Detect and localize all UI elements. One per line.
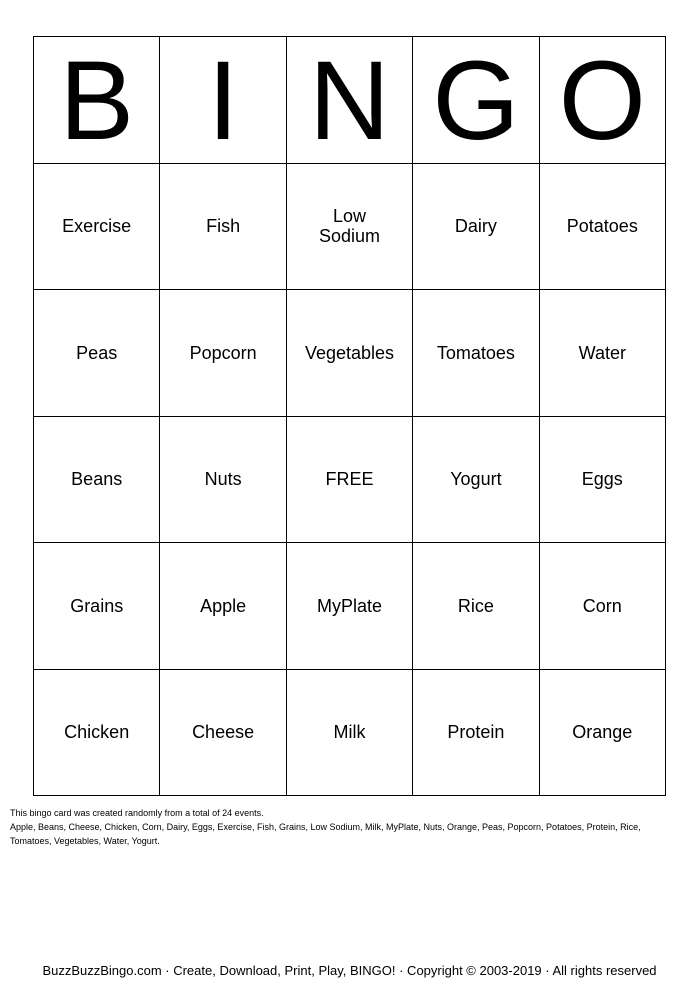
bingo-square: Protein <box>413 670 539 797</box>
bingo-square: Milk <box>287 670 413 797</box>
card-info-events: Apple, Beans, Cheese, Chicken, Corn, Dairy, Eggs, Exercise, Fish, Grains, Low Sodium, Milk, MyPlate, Nuts, Orange, Peas, Popcorn, Potatoes, Protein, Rice, <box>10 822 641 832</box>
header-letter-b: B <box>34 37 160 164</box>
header-letter-n: N <box>287 37 413 164</box>
header-letter-g: G <box>413 37 539 164</box>
bingo-square: Apple <box>160 543 286 670</box>
bingo-square: Dairy <box>413 164 539 291</box>
card-info <box>10 806 690 848</box>
bingo-square: Chicken <box>34 670 160 797</box>
bingo-square: Grains <box>34 543 160 670</box>
bingo-square: Exercise <box>34 164 160 291</box>
header-letter-i: I <box>160 37 286 164</box>
bingo-square: Water <box>540 290 666 417</box>
bingo-square: Beans <box>34 417 160 544</box>
bingo-square: Rice <box>413 543 539 670</box>
card-info-summary: This bingo card was created randomly from a total of 24 events. <box>10 808 264 818</box>
bingo-square: Tomatoes <box>413 290 539 417</box>
bingo-square: Cheese <box>160 670 286 797</box>
bingo-card <box>33 36 666 796</box>
bingo-square: Orange <box>540 670 666 797</box>
bingo-square: Eggs <box>540 417 666 544</box>
footer-copyright: BuzzBuzzBingo.com · Create, Download, Print, Play, BINGO! · Copyright © 2003-2019 · All rights reserved <box>42 963 657 978</box>
header-letter-o: O <box>540 37 666 164</box>
bingo-square: MyPlate <box>287 543 413 670</box>
free-square: FREE <box>287 417 413 544</box>
card-info-events-cont: Tomatoes, Vegetables, Water, Yogurt. <box>10 836 160 846</box>
bingo-square: Popcorn <box>160 290 286 417</box>
bingo-square: Peas <box>34 290 160 417</box>
bingo-square: Potatoes <box>540 164 666 291</box>
bingo-square: Vegetables <box>287 290 413 417</box>
bingo-square: Low Sodium <box>287 164 413 291</box>
bingo-square: Nuts <box>160 417 286 544</box>
bingo-square: Corn <box>540 543 666 670</box>
bingo-square: Yogurt <box>413 417 539 544</box>
bingo-square: Fish <box>160 164 286 291</box>
